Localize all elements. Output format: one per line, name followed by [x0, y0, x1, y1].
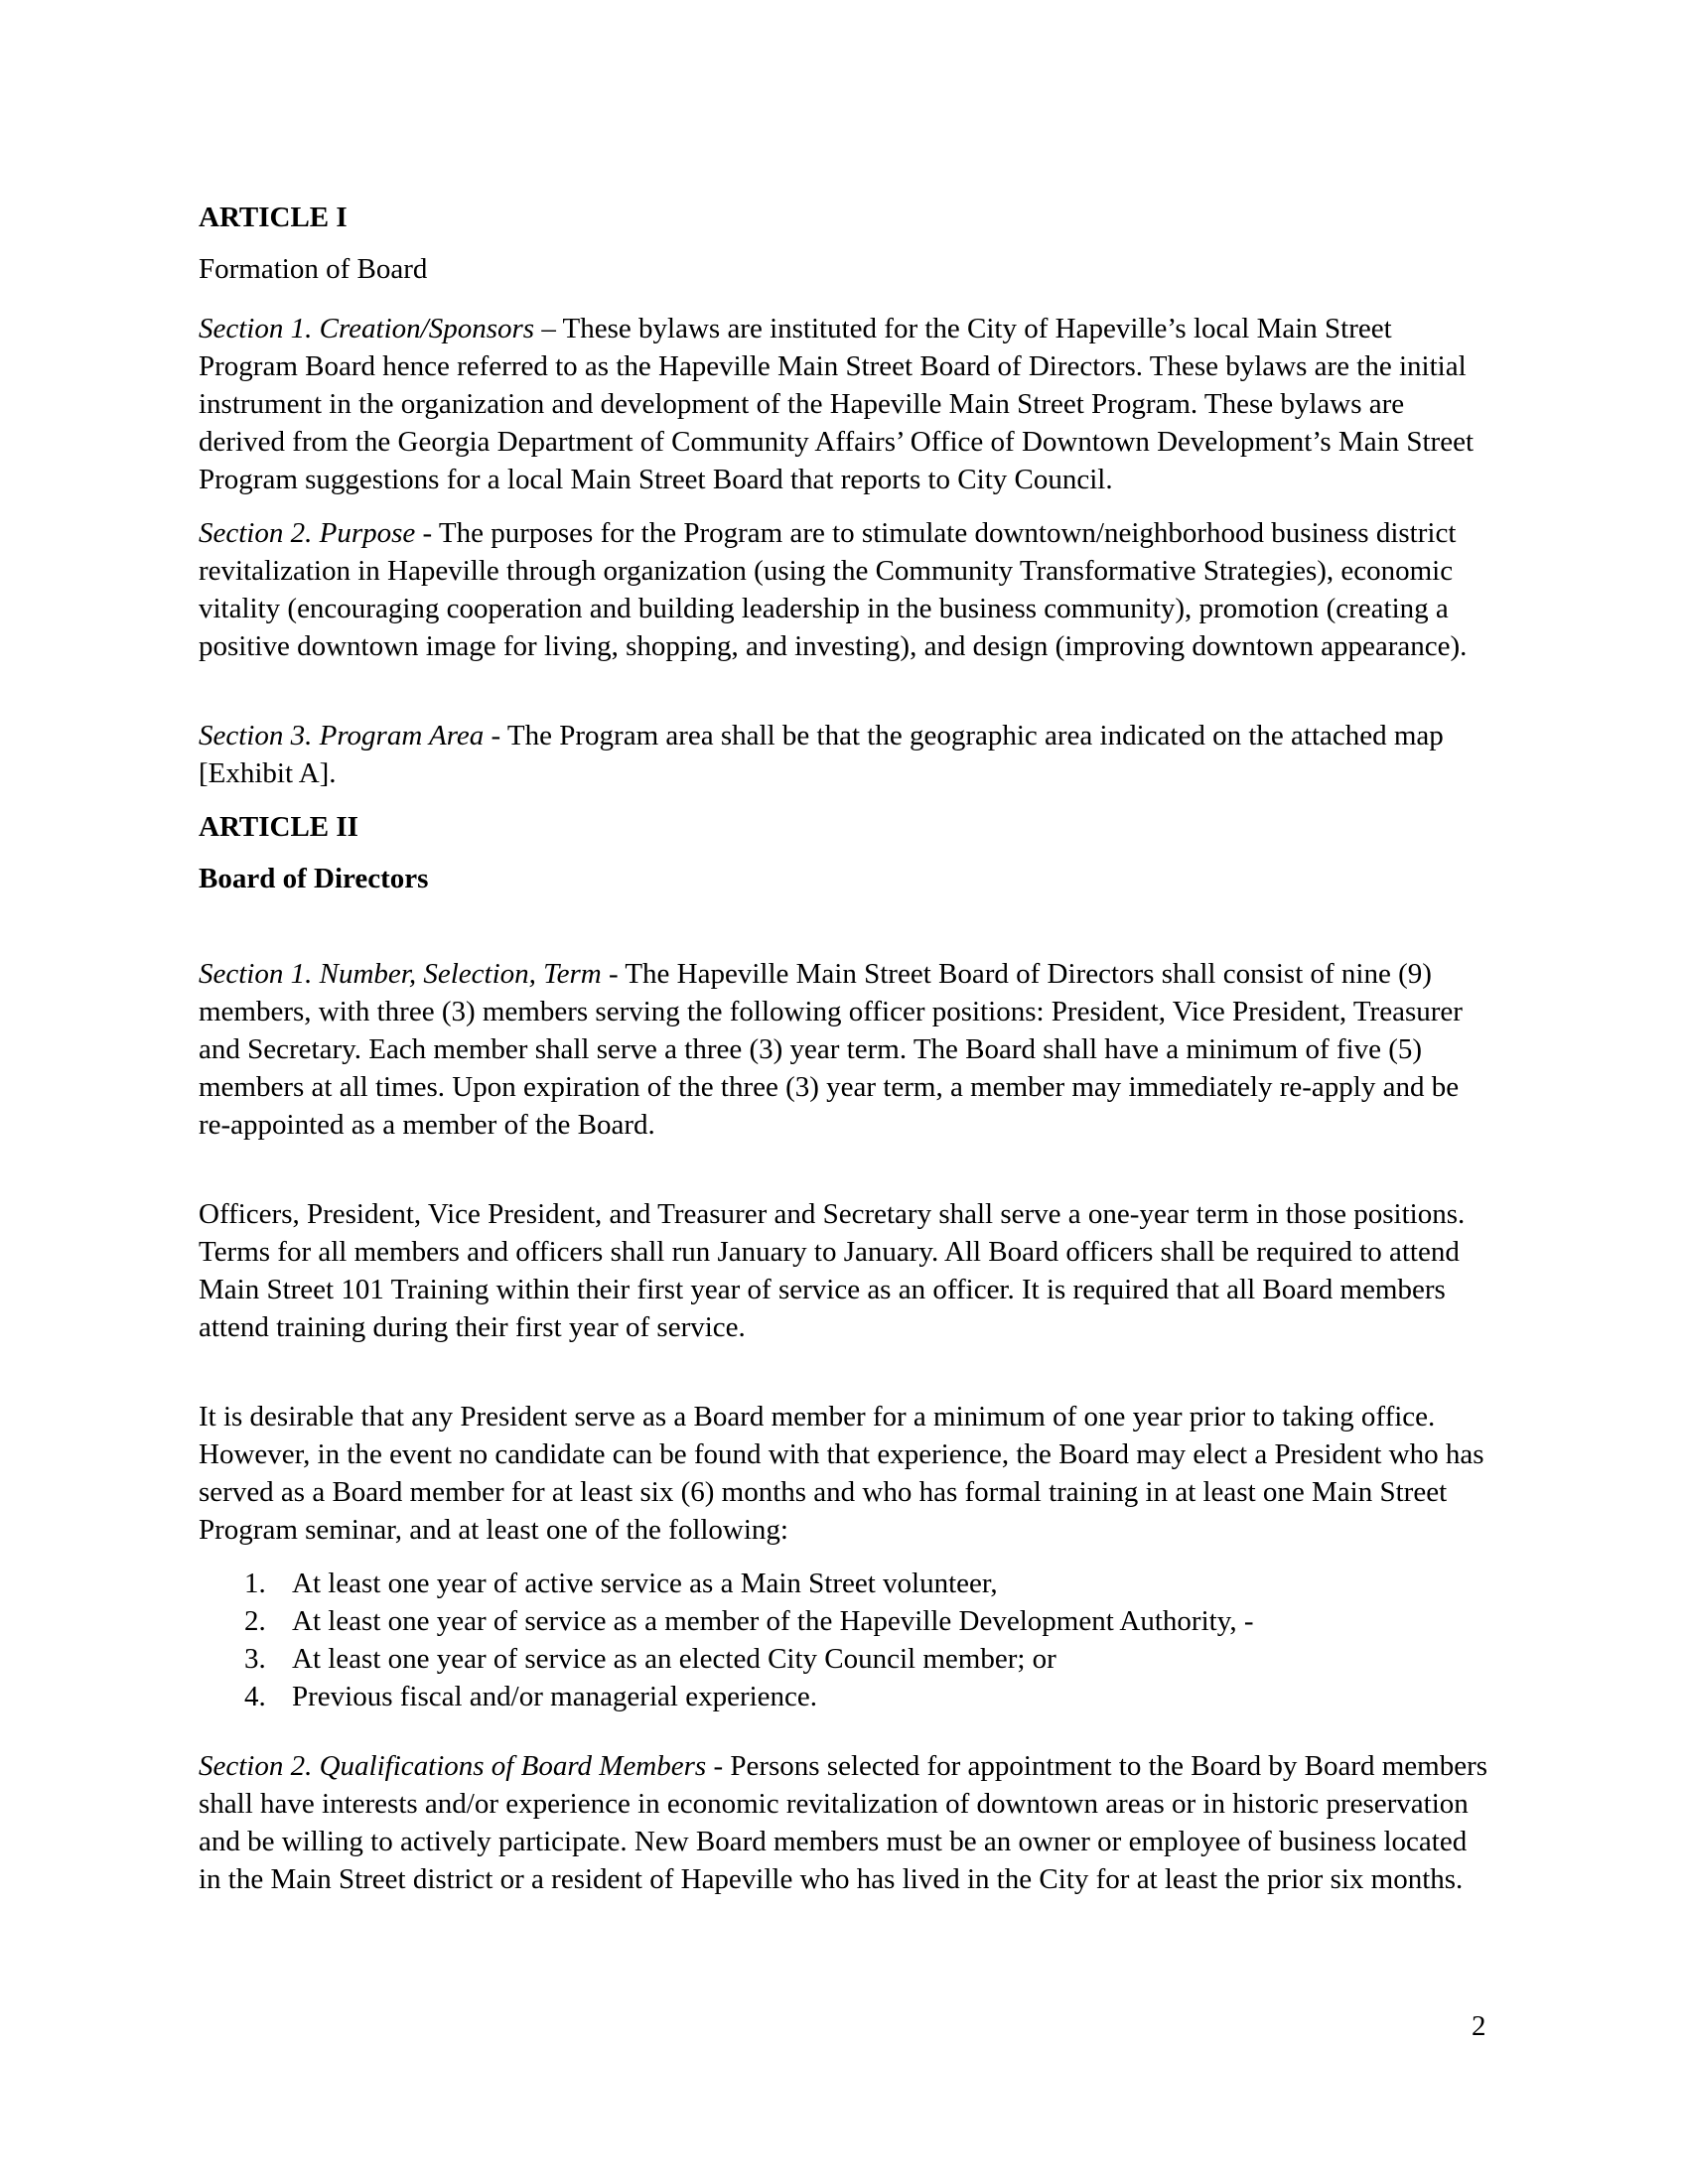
list-item-number: 2. [244, 1605, 266, 1637]
article-2-section-2-text: - Persons selected for appointment to the Board by Board members shall have interests and/or experience in economic revitalization of downtown areas or in historic preservation and be willing to actively participate. New Board members must be an owner or employee of business located in the Main Street district or a resident of Hapeville who has lived in the City for at least the prior six months. [199, 1750, 1488, 1895]
president-criteria-list [199, 1565, 1494, 1715]
blank-line [199, 1731, 1494, 1747]
section-1-label: Section 1. Creation/Sponsors [199, 313, 535, 344]
list-item-number: 1. [244, 1568, 266, 1599]
list-item [199, 1640, 1494, 1678]
blank-line [199, 919, 1494, 955]
list-item [199, 1678, 1494, 1715]
article-1-heading: ARTICLE I [199, 202, 348, 233]
article-2-section-1-label: Section 1. Number, Selection, Term [199, 958, 602, 990]
section-3-text: - The Program area shall be that the geographic area indicated on the attached map [Exhibit A]. [199, 720, 1444, 789]
list-item [199, 1602, 1494, 1640]
article-2-section-2-paragraph [199, 1747, 1494, 1898]
list-item-text: At least one year of active service as a Main Street volunteer, [292, 1568, 998, 1599]
section-2-text: - The purposes for the Program are to stimulate downtown/neighborhood business district revitalization in Hapeville through organization (using the Community Transformative Strategies), economic vitality (encouraging cooperation and building leadership in the business community), promotion (creating a positive downtown image for living, shopping, and investing), and design (improving downtown appearance). [199, 517, 1468, 662]
blank-line [199, 681, 1494, 717]
list-item-text: Previous fiscal and/or managerial experience. [292, 1681, 818, 1712]
document-content [199, 199, 1494, 1914]
section-2-label: Section 2. Purpose [199, 517, 416, 549]
section-1-text: – These bylaws are instituted for the City of Hapeville’s local Main Street Program Board hence referred to as the Hapeville Main Street Board of Directors. These bylaws are the initial instrument in the organization and development of the Hapeville Main Street Program. These bylaws are derived from the Georgia Department of Community Affairs’ Office of Downtown Development’s Main Street Program suggestions for a local Main Street Board that reports to City Council. [199, 313, 1475, 495]
article-2-section-1-paragraph [199, 955, 1494, 1144]
section-3-label: Section 3. Program Area [199, 720, 485, 751]
article-1-section-2-paragraph [199, 514, 1494, 665]
list-item-text: At least one year of service as an elected City Council member; or [292, 1643, 1056, 1675]
blank-line [199, 1362, 1494, 1398]
list-item-text: At least one year of service as a member of the Hapeville Development Authority, - [292, 1605, 1254, 1637]
article-2-section-1-text: - The Hapeville Main Street Board of Directors shall consist of nine (9) members, with three (3) members serving the following officer positions: President, Vice President, Treasurer and Secretary. Each member shall serve a three (3) year term. The Board shall have a minimum of five (5) members at all times. Upon expiration of the three (3) year term, a member may immediately re-apply and be re-appointed as a member of the Board. [199, 958, 1463, 1141]
article-2-subheading: Board of Directors [199, 863, 429, 894]
article-2-heading: ARTICLE II [199, 811, 358, 843]
list-item-number: 3. [244, 1643, 266, 1675]
article-2-section-2-label: Section 2. Qualifications of Board Members [199, 1750, 707, 1782]
list-item-number: 4. [244, 1681, 266, 1712]
article-1-section-1-paragraph [199, 310, 1494, 498]
article-1-section-3-paragraph [199, 717, 1494, 792]
blank-line [199, 1160, 1494, 1195]
list-item [199, 1565, 1494, 1602]
article-1-subheading: Formation of Board [199, 253, 428, 285]
page-number: 2 [1472, 2010, 1486, 2042]
president-qualifications-paragraph: It is desirable that any President serve as a Board member for a minimum of one year prior to taking office. However, in the event no candidate can be found with that experience, the Board may elect a President who has served as a Board member for at least six (6) months and who has formal training in at least one Main Street Program seminar, and at least one of the following: [199, 1401, 1484, 1546]
officers-term-paragraph: Officers, President, Vice President, and Treasurer and Secretary shall serve a one-year term in those positions. Terms for all members and officers shall run January to January. All Board officers shall be required to attend Main Street 101 Training within their first year of service as an officer. It is required that all Board members attend training during their first year of service. [199, 1198, 1466, 1343]
